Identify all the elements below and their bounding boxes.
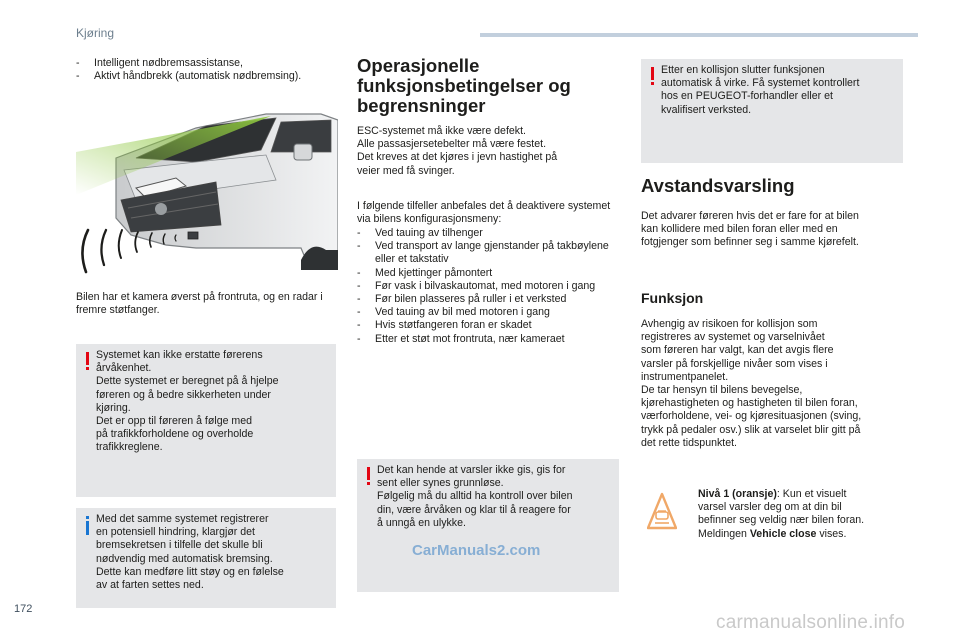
footer-watermark[interactable]: carmanualsonline.info <box>716 612 906 633</box>
text-fragment: Meldingen <box>698 527 750 540</box>
text-line <box>698 488 903 501</box>
warning-note-text <box>661 64 893 117</box>
deactivate-list <box>357 227 619 346</box>
warning-note-text <box>96 349 326 455</box>
note-line: Det kan hende at varsler ikke gis, gis for <box>377 464 566 476</box>
info-icon <box>86 516 89 535</box>
collision-warning-icon <box>647 492 677 530</box>
note-line: nødvendig med automatisk bremsing. <box>96 552 273 565</box>
text-line: Avhengig av risikoen for kollisjon som <box>641 318 818 330</box>
watermark-link[interactable]: CarManuals2.com <box>412 542 541 559</box>
heading-line: Operasjonelle <box>357 55 480 76</box>
text-line: værforholdene, vei- og kjøresituasjonen (sving, <box>641 410 862 423</box>
note-line: automatisk å virke. Få systemet kontrollert <box>661 77 860 90</box>
info-note-text <box>96 513 326 592</box>
text-line: kan kollidere med bilen foran eller med en <box>641 223 838 236</box>
text-line: ESC-systemet må ikke være defekt. <box>357 125 526 137</box>
warning-icon <box>651 67 654 86</box>
level1-label: Nivå 1 (oransje) <box>698 488 777 500</box>
distance-heading: Avstandsvarsling <box>641 175 795 196</box>
note-line: av at farten settes ned. <box>96 579 204 592</box>
section-title: Kjøring <box>76 26 115 40</box>
text-line: det rette tidspunktet. <box>641 436 737 449</box>
level1-description <box>698 488 903 541</box>
text-line: veier med få svinger. <box>357 164 455 177</box>
list-item: - Ved transport av lange gjenstander på takbøylene eller et takstativ <box>357 240 619 266</box>
warning-icon <box>86 352 89 371</box>
heading-line: begrensninger <box>357 95 486 116</box>
note-line: Dette systemet er beregnet på å hjelpe <box>96 375 279 388</box>
esc-requirements <box>357 125 619 178</box>
text-line: som føreren har valgt, kan det avgis flere <box>641 344 834 357</box>
text-line: De tar hensyn til bilens bevegelse, <box>641 384 803 397</box>
note-line: å unngå en ulykke. <box>377 516 466 529</box>
note-line: bremsekretsen i tilfelle det skulle bli <box>96 539 263 552</box>
function-description <box>641 318 903 450</box>
message-name: Vehicle close <box>749 527 817 540</box>
van-radar-illustration <box>76 100 338 280</box>
deactivate-intro: I følgende tilfeller anbefales det å deaktivere systemet via bilens konfigurasjonsmeny: <box>357 200 611 226</box>
list-item: - Intelligent nødbremsassistanse, <box>76 57 338 70</box>
text-line: Det advarer føreren hvis det er fare for at bilen <box>641 210 859 222</box>
heading-line: funksjonsbetingelser og <box>357 75 571 96</box>
note-line: kvalifisert verksted. <box>661 103 752 116</box>
note-line: Det er opp til føreren å følge med <box>96 415 253 428</box>
header-rule <box>480 33 918 37</box>
note-line: sent eller synes grunnløse. <box>377 477 504 490</box>
warning-note-collision <box>641 59 903 163</box>
function-heading: Funksjon <box>641 290 704 306</box>
note-line: Følgelig må du alltid ha kontroll over bilen <box>377 490 573 503</box>
text-line: Det kreves at det kjøres i jevn hastighet på <box>357 151 558 164</box>
note-line: Dette kan medføre litt støy og en følelse <box>96 565 284 578</box>
note-line: føreren og å bedre sikkerheten under <box>96 388 271 401</box>
warning-icon <box>367 467 370 486</box>
list-item: - Før vask i bilvaskautomat, med motoren i gang <box>357 280 619 293</box>
note-line: Etter en kollisjon slutter funksjonen <box>661 64 825 76</box>
list-item: - Etter et støt mot frontruta, nær kameraet <box>357 333 619 346</box>
note-line: Systemet kan ikke erstatte førerens <box>96 349 263 361</box>
text-line: fotgjenger som befinner seg i samme kjørefelt. <box>641 236 859 249</box>
note-line: årvåkenhet. <box>96 362 152 375</box>
text-line: trykk på pedaler osv.) slik at varselet blir gitt på <box>641 423 861 436</box>
note-line: kjøring. <box>96 401 131 414</box>
note-line: din, være årvåken og klar til å reagere for <box>377 503 571 516</box>
text-line: varsel varsler deg om at din bil <box>698 501 842 514</box>
list-item: - Aktivt håndbrekk (automatisk nødbremsing). <box>76 70 338 83</box>
warning-note-text <box>377 464 609 530</box>
warning-note-alerts <box>357 459 619 592</box>
text-line: varsler på forskjellige nivåer som vises i <box>641 357 828 370</box>
list-item: - Ved tauing av tilhenger <box>357 227 619 240</box>
text-fragment: vises. <box>816 527 847 540</box>
text-line <box>698 528 903 541</box>
note-line: trafikkreglene. <box>96 441 163 454</box>
text-line: Alle passasjersetebelter må være festet. <box>357 138 547 151</box>
text-fragment: : Kun et visuelt <box>776 488 847 500</box>
text-line: instrumentpanelet. <box>641 370 729 383</box>
note-line: en potensiell hindring, klargjør det <box>96 526 255 539</box>
text-line: befinner seg veldig nær bilen foran. <box>698 514 865 527</box>
text-line: registreres av systemet og varselnivået <box>641 331 825 344</box>
camera-radar-description: Bilen har et kamera øverst på frontruta, og en radar i fremre støtfanger. <box>76 291 323 317</box>
note-line: Med det samme systemet registrerer <box>96 513 269 525</box>
note-line: hos en PEUGEOT-forhandler eller et <box>661 90 833 103</box>
distance-description <box>641 210 903 250</box>
text-line: kjørehastigheten og hastigheten til bilen foran, <box>641 397 858 410</box>
info-note-brake-prep <box>76 508 336 608</box>
conditions-heading <box>357 56 619 116</box>
intro-list <box>76 57 338 83</box>
warning-note-awareness <box>76 344 336 497</box>
list-item: - Før bilen plasseres på ruller i et verksted <box>357 293 619 306</box>
list-item: - Hvis støtfangeren foran er skadet <box>357 319 619 332</box>
note-line: på trafikkforholdene og overholde <box>96 428 254 441</box>
list-item: - Ved tauing av bil med motoren i gang <box>357 306 619 319</box>
page-number: 172 <box>14 603 33 615</box>
list-item: - Med kjettinger påmontert <box>357 267 619 280</box>
